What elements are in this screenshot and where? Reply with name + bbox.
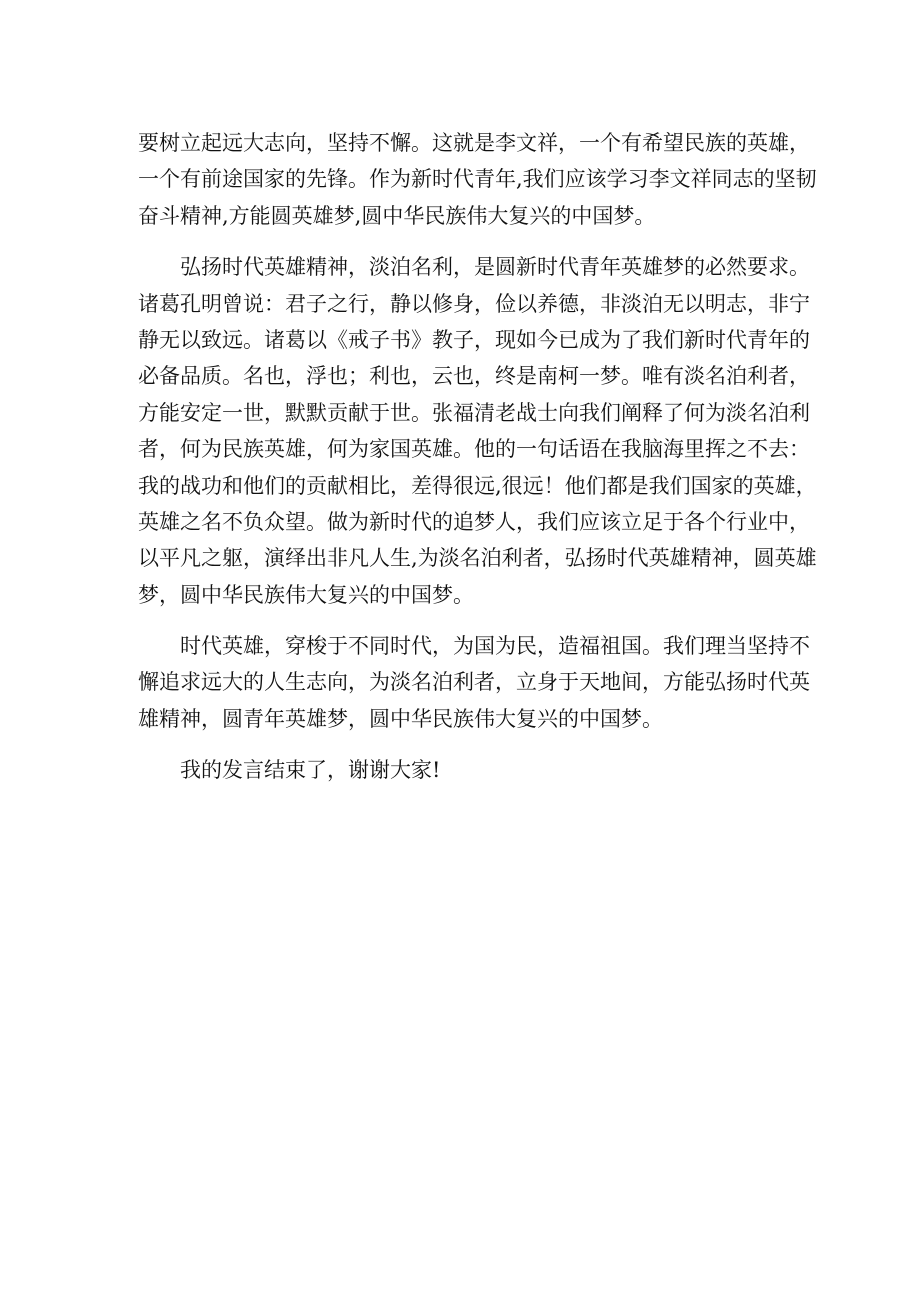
text-line: 弘扬时代英雄精神，淡泊名利，是圆新时代青年英雄梦的必然要求。 <box>180 255 810 280</box>
text-line: 静无以致远。诸葛以《戒子书》教子，现如今已成为了我们新时代青年的 <box>138 327 810 352</box>
speech-body <box>138 125 817 804</box>
text-line: 方能安定一世，默默贡献于世。张福清老战士向我们阐释了何为淡名泊利 <box>138 400 810 425</box>
text-line: 时代英雄，穿梭于不同时代，为国为民，造福祖国。我们理当坚持不 <box>180 634 810 659</box>
paragraph-3 <box>138 628 810 737</box>
text-line: 者，何为民族英雄，何为家国英雄。他的一句话语在我脑海里挥之不去： <box>138 437 810 462</box>
text-line: 我的战功和他们的贡献相比，差得很远,很远！他们都是我们国家的英雄， <box>138 473 817 498</box>
text-line: 要树立起远大志向，坚持不懈。这就是李文祥，一个有希望民族的英雄， <box>138 131 810 155</box>
text-line: 梦，圆中华民族伟大复兴的中国梦。 <box>138 582 474 607</box>
text-line: 诸葛孔明曾说：君子之行，静以修身，俭以养德，非淡泊无以明志，非宁 <box>138 291 810 316</box>
text-line: 奋斗精神,方能圆英雄梦,圆中华民族伟大复兴的中国梦。 <box>138 203 656 228</box>
text-line: 必备品质。名也，浮也；利也，云也，终是南柯一梦。唯有淡名泊利者， <box>138 364 810 389</box>
text-line: 英雄之名不负众望。做为新时代的追梦人，我们应该立足于各个行业中， <box>138 509 810 534</box>
text-line: 懈追求远大的人生志向，为淡名泊利者，立身于天地间，方能弘扬时代英 <box>138 670 810 695</box>
text-line: 我的发言结束了，谢谢大家! <box>180 758 441 783</box>
paragraph-2 <box>138 249 817 613</box>
paragraph-1 <box>138 125 817 234</box>
text-line: 雄精神，圆青年英雄梦，圆中华民族伟大复兴的中国梦。 <box>138 706 663 731</box>
paragraph-4 <box>138 752 798 788</box>
text-line: 一个有前途国家的先锋。作为新时代青年,我们应该学习李文祥同志的坚韧 <box>138 167 817 192</box>
text-line: 以平凡之躯，演绎出非凡人生,为淡名泊利者，弘扬时代英雄精神，圆英雄 <box>138 546 817 571</box>
